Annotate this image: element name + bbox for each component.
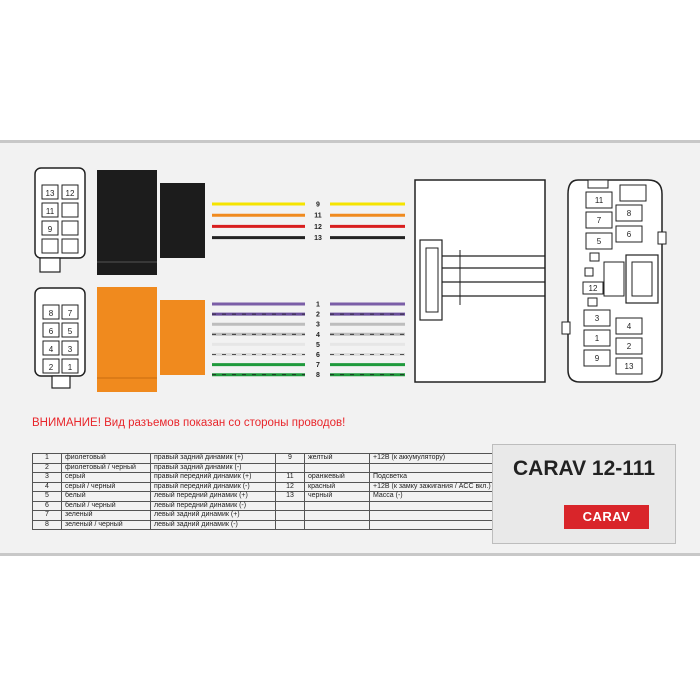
table-cell	[276, 463, 305, 473]
right-connector-key	[588, 180, 608, 188]
connector-b-latch	[52, 376, 70, 388]
mid-connector-clip-inner	[426, 248, 438, 312]
table-cell: 13	[276, 492, 305, 502]
table-cell	[305, 511, 370, 521]
wire-label: 12	[314, 223, 322, 231]
connector-b-pin-label: 5	[67, 327, 73, 336]
table-row	[33, 501, 547, 511]
right-connector-cell	[620, 185, 646, 201]
wire-label: 9	[316, 201, 320, 209]
table-cell: белый / черный	[62, 501, 151, 511]
connector-a-pin-label: 13	[45, 189, 55, 198]
connector-a-cell	[62, 203, 78, 217]
table-cell: зеленый	[62, 511, 151, 521]
right-connector-pin-label: 1	[594, 334, 600, 343]
wire-label: 8	[316, 372, 320, 380]
table-cell	[305, 520, 370, 530]
connector-b-pin-label: 7	[67, 309, 73, 318]
table-cell: правый задний динамик (-)	[151, 463, 276, 473]
table-cell: 7	[33, 511, 62, 521]
connector-a-cell	[62, 221, 78, 235]
table-cell: красный	[305, 482, 370, 492]
right-connector-cell	[585, 268, 593, 276]
table-cell	[305, 463, 370, 473]
wire-label: 2	[316, 311, 320, 319]
table-cell	[305, 501, 370, 511]
table-cell: белый	[62, 492, 151, 502]
table-cell: +12В (к аккумулятору)	[370, 454, 547, 464]
right-connector-pin-label: 2	[626, 342, 632, 351]
table-cell: фиолетовый / черный	[62, 463, 151, 473]
wire-label: 3	[316, 321, 320, 329]
table-cell: правый задний динамик (+)	[151, 454, 276, 464]
table-cell: левый задний динамик (+)	[151, 511, 276, 521]
connector-a-latch	[40, 258, 60, 272]
table-cell: зеленый / черный	[62, 520, 151, 530]
table-cell: левый задний динамик (-)	[151, 520, 276, 530]
connector-a-cell	[62, 239, 78, 253]
black-plug-head	[160, 183, 205, 258]
table-cell: правый передний динамик (-)	[151, 482, 276, 492]
table-cell: Масса (-)	[370, 492, 547, 502]
right-connector-cell	[588, 298, 597, 306]
right-connector-inner-side	[604, 262, 624, 296]
table-cell: 1	[33, 454, 62, 464]
table-cell: Подсветка	[370, 473, 547, 483]
wire-label: 13	[314, 235, 322, 243]
table-cell: правый передний динамик (+)	[151, 473, 276, 483]
table-cell: желтый	[305, 454, 370, 464]
black-plug-body	[97, 170, 157, 275]
table-cell: левый передний динамик (+)	[151, 492, 276, 502]
right-connector-tab	[658, 232, 666, 244]
wire-label: 7	[316, 362, 320, 370]
table-cell: 12	[276, 482, 305, 492]
table-cell: фиолетовый	[62, 454, 151, 464]
connector-b-pin-label: 4	[48, 345, 54, 354]
connector-b-pin-label: 2	[48, 363, 54, 372]
table-cell: 8	[33, 520, 62, 530]
table-row	[33, 482, 547, 492]
table-cell: оранжевый	[305, 473, 370, 483]
connector-b-pin-label: 1	[67, 363, 73, 372]
table-row	[33, 520, 547, 530]
model-title: CARAV 12-111	[512, 457, 656, 480]
table-cell: 9	[276, 454, 305, 464]
orange-plug-head	[160, 300, 205, 375]
table-cell: 6	[33, 501, 62, 511]
connector-a-pin-label: 12	[65, 189, 75, 198]
right-connector-cell	[590, 253, 599, 261]
right-connector-pin-label: 9	[594, 354, 600, 363]
wire-label: 1	[316, 301, 320, 309]
connector-a-pin-label: 11	[45, 207, 55, 216]
table-cell: +12В (к замку зажигания / ACC вкл.)	[370, 482, 547, 492]
table-cell: 5	[33, 492, 62, 502]
table-cell: левый передний динамик (-)	[151, 501, 276, 511]
table-cell: 11	[276, 473, 305, 483]
warning-text: ВНИМАНИЕ! Вид разъемов показан со стороны проводов!	[32, 417, 346, 429]
connector-b-pin-label: 8	[48, 309, 54, 318]
table-cell: 2	[33, 463, 62, 473]
right-connector-pin-label: 11	[594, 196, 604, 205]
wire-label: 11	[314, 212, 322, 220]
table-cell	[276, 501, 305, 511]
table-cell: 4	[33, 482, 62, 492]
connector-a-cell	[42, 239, 58, 253]
right-connector-pin-label: 12	[588, 284, 598, 293]
carav-logo: CARAV	[564, 505, 649, 529]
right-connector-pin-label: 5	[596, 237, 602, 246]
table-cell: серый / черный	[62, 482, 151, 492]
right-connector-inner-core	[632, 262, 652, 296]
connector-a-pin-label: 9	[47, 225, 53, 234]
table-row	[33, 463, 547, 473]
right-connector-pin-label: 13	[624, 362, 634, 371]
pinout-table	[32, 453, 547, 530]
right-connector-pin-label: 6	[626, 230, 632, 239]
right-connector-pin-label: 3	[594, 314, 600, 323]
wire-label: 6	[316, 352, 320, 359]
right-connector-pin-label: 8	[626, 209, 632, 218]
wire-label: 4	[316, 331, 320, 339]
right-connector-pin-label: 7	[596, 216, 602, 225]
table-row	[33, 511, 547, 521]
connector-b-pin-label: 3	[67, 345, 73, 354]
right-connector-pin-label: 4	[626, 322, 632, 331]
model-box	[492, 444, 676, 544]
table-cell: 3	[33, 473, 62, 483]
wire-label: 5	[316, 341, 320, 349]
table-cell	[276, 520, 305, 530]
table-cell: серый	[62, 473, 151, 483]
table-row	[33, 473, 547, 483]
table-row	[33, 454, 547, 464]
right-connector-tab-left	[562, 322, 570, 334]
orange-plug-body	[97, 287, 157, 392]
table-cell: черный	[305, 492, 370, 502]
table-row	[33, 492, 547, 502]
table-cell	[276, 511, 305, 521]
connector-b-pin-label: 6	[48, 327, 54, 336]
